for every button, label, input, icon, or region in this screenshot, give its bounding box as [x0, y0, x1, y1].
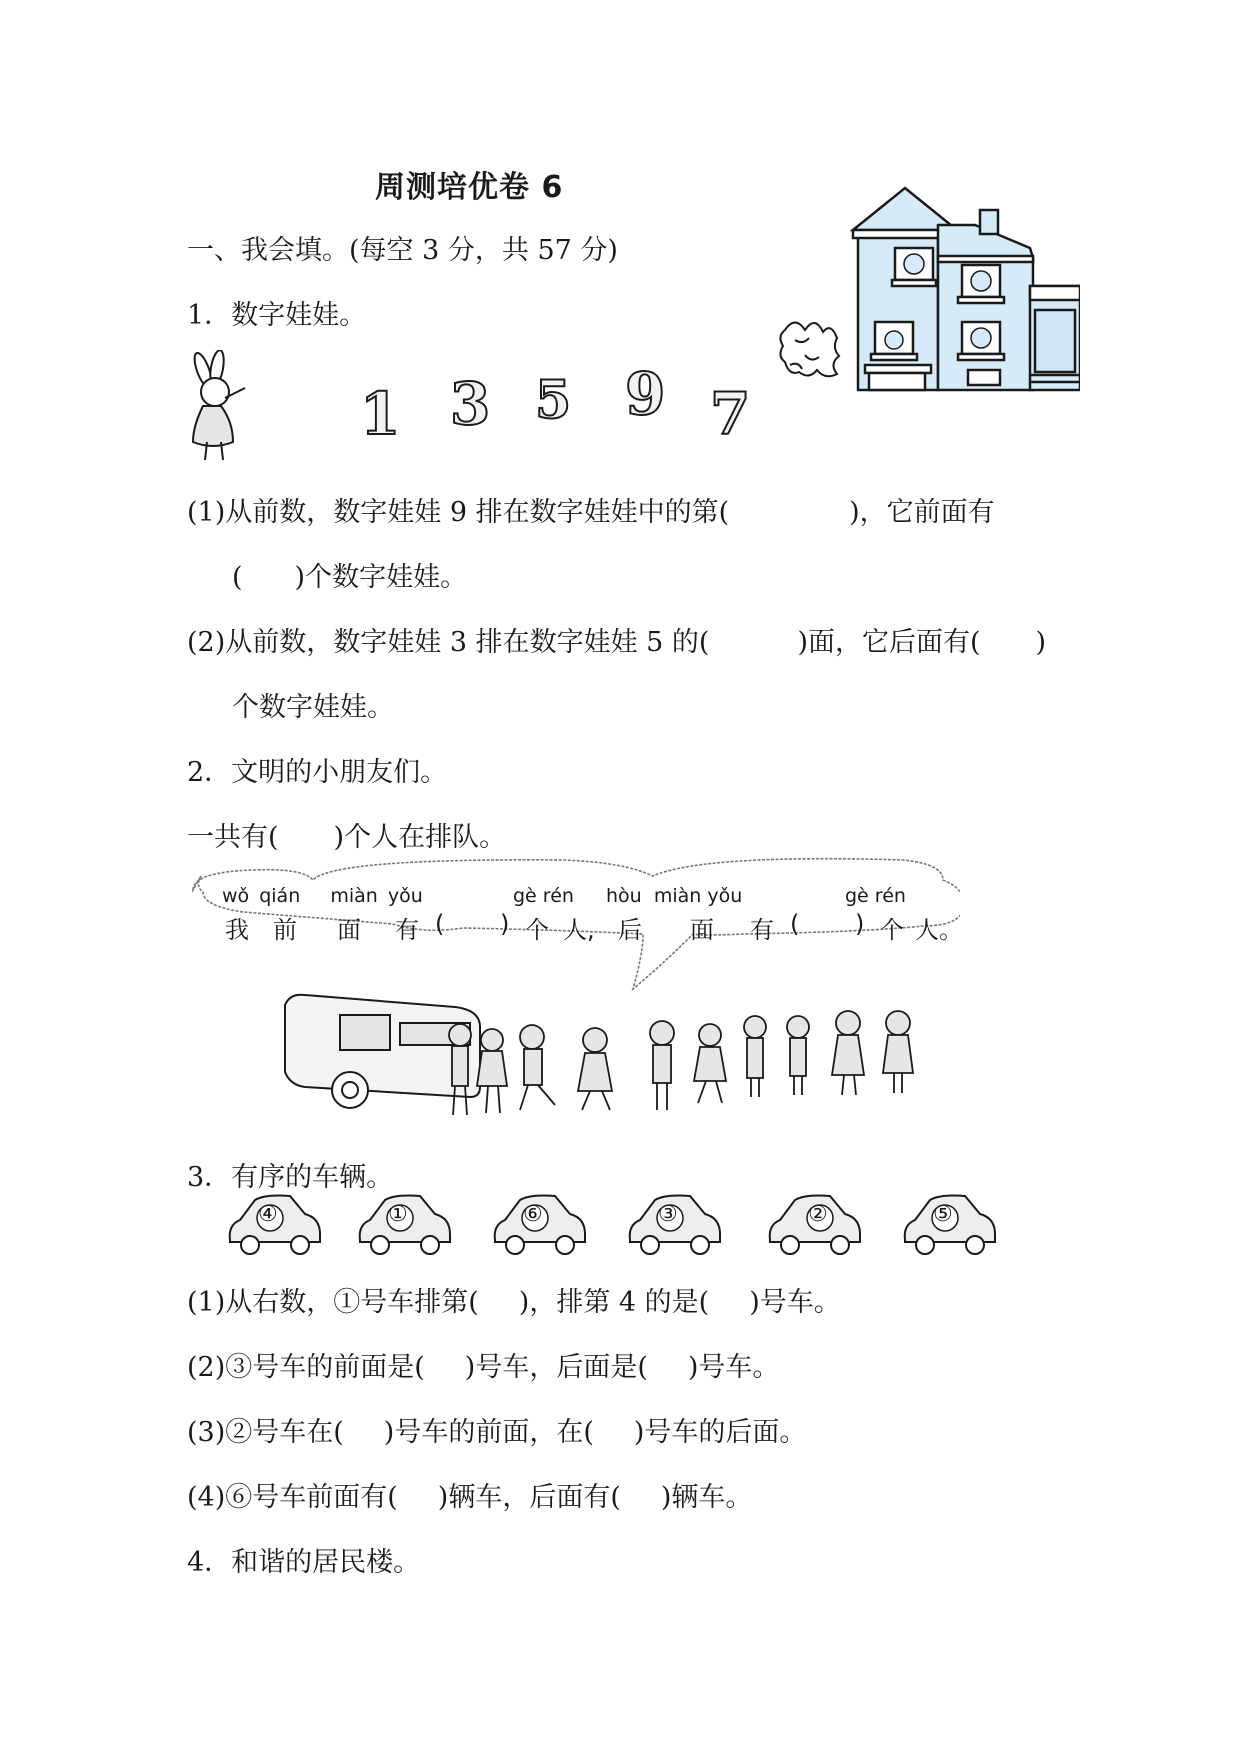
rabbit-illustration	[185, 350, 265, 465]
car-1	[355, 1190, 455, 1260]
car-number-label: ①	[388, 1202, 408, 1227]
bus-queue-illustration	[270, 985, 930, 1130]
section-header: 一、我会填。(每空 3 分，共 57 分)	[187, 235, 618, 266]
car-3	[625, 1190, 725, 1260]
child-10	[883, 1011, 913, 1093]
car-number-label: ⑥	[523, 1202, 543, 1227]
q1-sub1-line2: ( )个数字娃娃。	[232, 562, 468, 593]
q2-heading: 2．文明的小朋友们。	[187, 757, 448, 788]
q4-heading: 4．和谐的居民楼。	[187, 1547, 421, 1578]
child-2	[477, 1029, 507, 1113]
page-title: 周测培优卷 6	[375, 170, 564, 205]
child-1	[449, 1024, 471, 1115]
car-5	[900, 1190, 1000, 1260]
car-number-label: ②	[808, 1202, 828, 1227]
number-doll-9: 9	[625, 360, 666, 428]
number-doll-3: 3	[450, 370, 491, 438]
q1-heading: 1．数字娃娃。	[187, 300, 367, 331]
child-3	[520, 1025, 555, 1110]
q1-sub2-line1: (2)从前数，数字娃娃 3 排在数字娃娃 5 的( )面，它后面有( )	[187, 627, 1047, 658]
bubble-pinyin: wǒ qián miàn yǒu	[222, 885, 423, 907]
q3-sub3: (3)②号车在( )号车的前面，在( )号车的后面。	[187, 1417, 807, 1448]
q1-sub2-line2: 个数字娃娃。	[232, 692, 394, 723]
house-illustration	[765, 170, 1080, 395]
bubble-hanzi: 我 前 面 有 ( ) 个 人, 后 面 有 ( ) 个 人。	[225, 910, 963, 944]
q3-heading: 3．有序的车辆。	[187, 1162, 394, 1193]
child-5	[650, 1021, 674, 1110]
car-number-label: ④	[258, 1202, 278, 1227]
number-doll-5: 5	[535, 370, 572, 431]
cars-row	[225, 1190, 1015, 1265]
q2-total-line: 一共有( )个人在排队。	[187, 822, 507, 853]
q1-sub1-line1: (1)从前数，数字娃娃 9 排在数字娃娃中的第( )，它前面有	[187, 497, 995, 528]
q3-sub4: (4)⑥号车前面有( )辆车，后面有( )辆车。	[187, 1482, 753, 1513]
car-number-label: ⑤	[933, 1202, 953, 1227]
number-doll-1: 1	[360, 380, 401, 448]
child-7	[744, 1016, 766, 1097]
car-6	[490, 1190, 590, 1260]
car-4	[225, 1190, 325, 1260]
bush-icon	[780, 323, 839, 377]
q3-sub1: (1)从右数，①号车排第( )，排第 4 的是( )号车。	[187, 1287, 841, 1318]
bubble-pinyin-ge-ren-2: gè rén	[845, 885, 906, 907]
child-9	[832, 1011, 864, 1095]
child-4	[578, 1028, 612, 1110]
car-2	[765, 1190, 865, 1260]
child-6	[694, 1024, 726, 1103]
child-8	[787, 1016, 809, 1095]
number-doll-7: 7	[710, 380, 751, 448]
number-dolls-row	[340, 360, 780, 460]
q3-sub2: (2)③号车的前面是( )号车，后面是( )号车。	[187, 1352, 780, 1383]
car-number-label: ③	[658, 1202, 678, 1227]
bubble-pinyin-hou-mian-you: hòu miàn yǒu	[606, 885, 743, 907]
bubble-pinyin-ge-ren-1: gè rén	[513, 885, 574, 907]
